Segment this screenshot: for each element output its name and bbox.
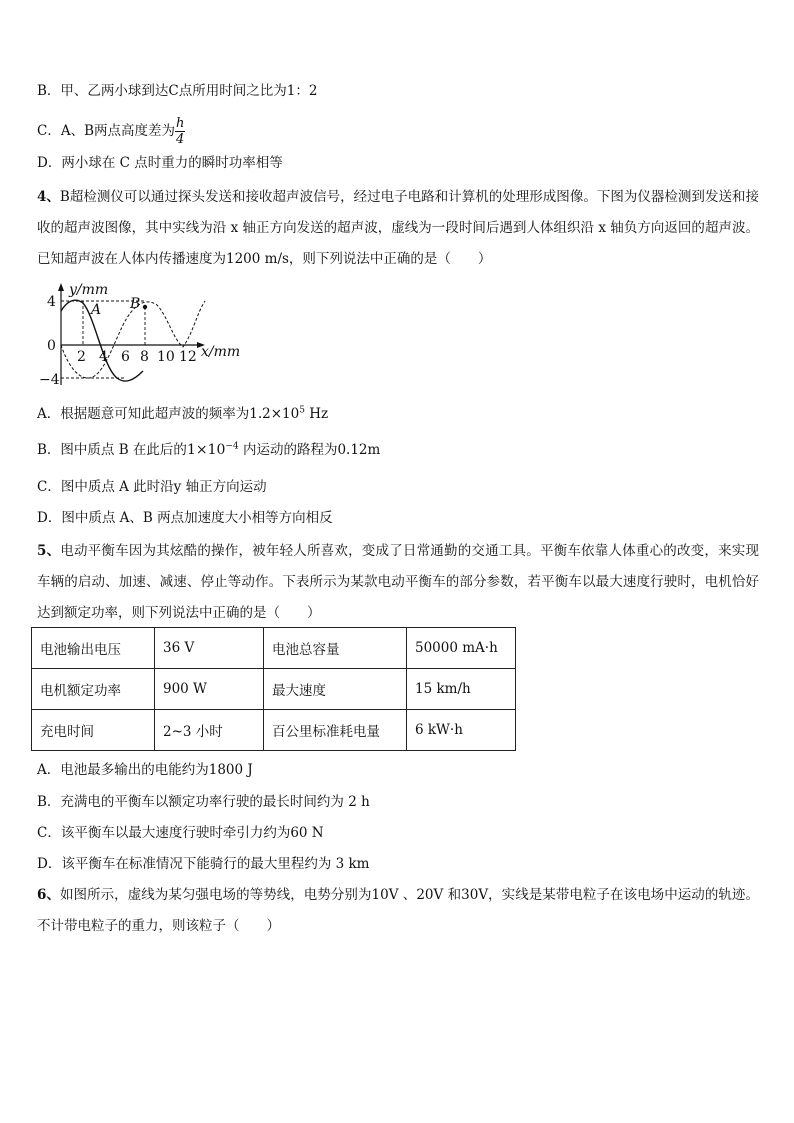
y-tick-neg4: −4 [39,372,60,388]
fraction-h-over-4: $\frac{h}{4}$ [176,116,185,147]
table-cell: 电池输出电压 [32,628,155,669]
q5-stem: 5、电动平衡车因为其炫酷的操作，被年轻人所喜欢，变成了日常通勤的交通工具。平衡车依靠人体重心的改变，来实现车辆的启动、加速、减速、停止等动作。下表所示为某款电动平衡车的部分参数，若平衡车以最大速度行驶时，电机恰好达到额定功率，则下列说法中正确的是（ ） [37,543,759,621]
q4-option-d: D．图中质点 A、B 两点加速度大小相等方向相反 [37,510,333,526]
q3-option-b: B．甲、乙两小球到达C点所用时间之比为1：2 [37,83,318,99]
y-tick-4: 4 [47,294,56,310]
y-axis-arrow [58,283,64,291]
q5-option-d: D．该平衡车在标准情况下能骑行的最大里程约为 3 km [37,856,370,872]
x-tick-8: 8 [140,349,149,365]
q3-option-c [37,116,185,147]
table-row [32,628,516,669]
q3-option-c-text: C．A、B两点高度差为 [37,123,175,139]
x-tick-4: 4 [99,349,108,365]
q4-stem: 4、B超检测仪可以通过探头发送和接收超声波信号，经过电子电路和计算机的处理形成图像。下图为仪器检测到发送和接收的超声波图像，其中实线为沿 x 轴正方向发送的超声波，虚线为一段时间后遇到人体组织沿 x 轴负方向返回的超声波。已知超声波在人体内传播速度为1200 m/s，则下列说法中正确的是（ ） [37,189,759,267]
q6-stem: 6、如图所示，虚线为某匀强电场的等势线，电势分别为10V 、20V 和30V，实线是某带电粒子在该电场中运动的轨迹。不计带电粒子的重力，则该粒子（ ） [37,887,759,934]
table-cell: 2~3 小时 [155,710,264,751]
x-tick-2: 2 [77,349,86,365]
table-cell: 15 km/h [407,669,516,710]
wave-graph [33,281,247,389]
table-cell: 电池总容量 [264,628,407,669]
q5-option-c: C．该平衡车以最大速度行驶时牵引力约为60 N [37,825,324,841]
table-cell: 900 W [155,669,264,710]
x-tick-6: 6 [121,349,130,365]
point-b-label: B [130,296,141,312]
table-cell: 36 V [155,628,264,669]
table-cell: 50000 mA·h [407,628,516,669]
q5-option-a: A．电池最多输出的电能约为1800 J [37,762,253,778]
x-axis-label: x/mm [201,344,241,360]
point-a-label: A [91,302,102,318]
q4-option-c: C．图中质点 A 此时沿y 轴正方向运动 [37,479,267,495]
table-cell: 6 kW·h [407,710,516,751]
table-cell: 百公里标准耗电量 [264,710,407,751]
q4-option-a: A．根据题意可知此超声波的频率为$1.2\times 10^5$ Hz [37,405,329,422]
table-cell: 电机额定功率 [32,669,155,710]
table-cell: 充电时间 [32,710,155,751]
point-b-dot [143,305,147,309]
q5-option-b: B．充满电的平衡车以额定功率行驶的最长时间约为 2 h [37,794,370,810]
y-axis-label: y/mm [69,282,109,298]
table-row [32,669,516,710]
q3-option-d: D．两小球在 C 点时重力的瞬时功率相等 [37,155,283,171]
q4-option-b: B．图中质点 B 在此后的$1\times 10^{-4}$ 内运动的路程为0.12m [37,441,381,458]
origin-label: 0 [47,338,56,354]
balance-car-params-table [31,627,516,751]
x-tick-10: 10 [157,349,175,365]
table-row [32,710,516,751]
x-tick-12: 12 [179,349,197,365]
table-cell: 最大速度 [264,669,407,710]
